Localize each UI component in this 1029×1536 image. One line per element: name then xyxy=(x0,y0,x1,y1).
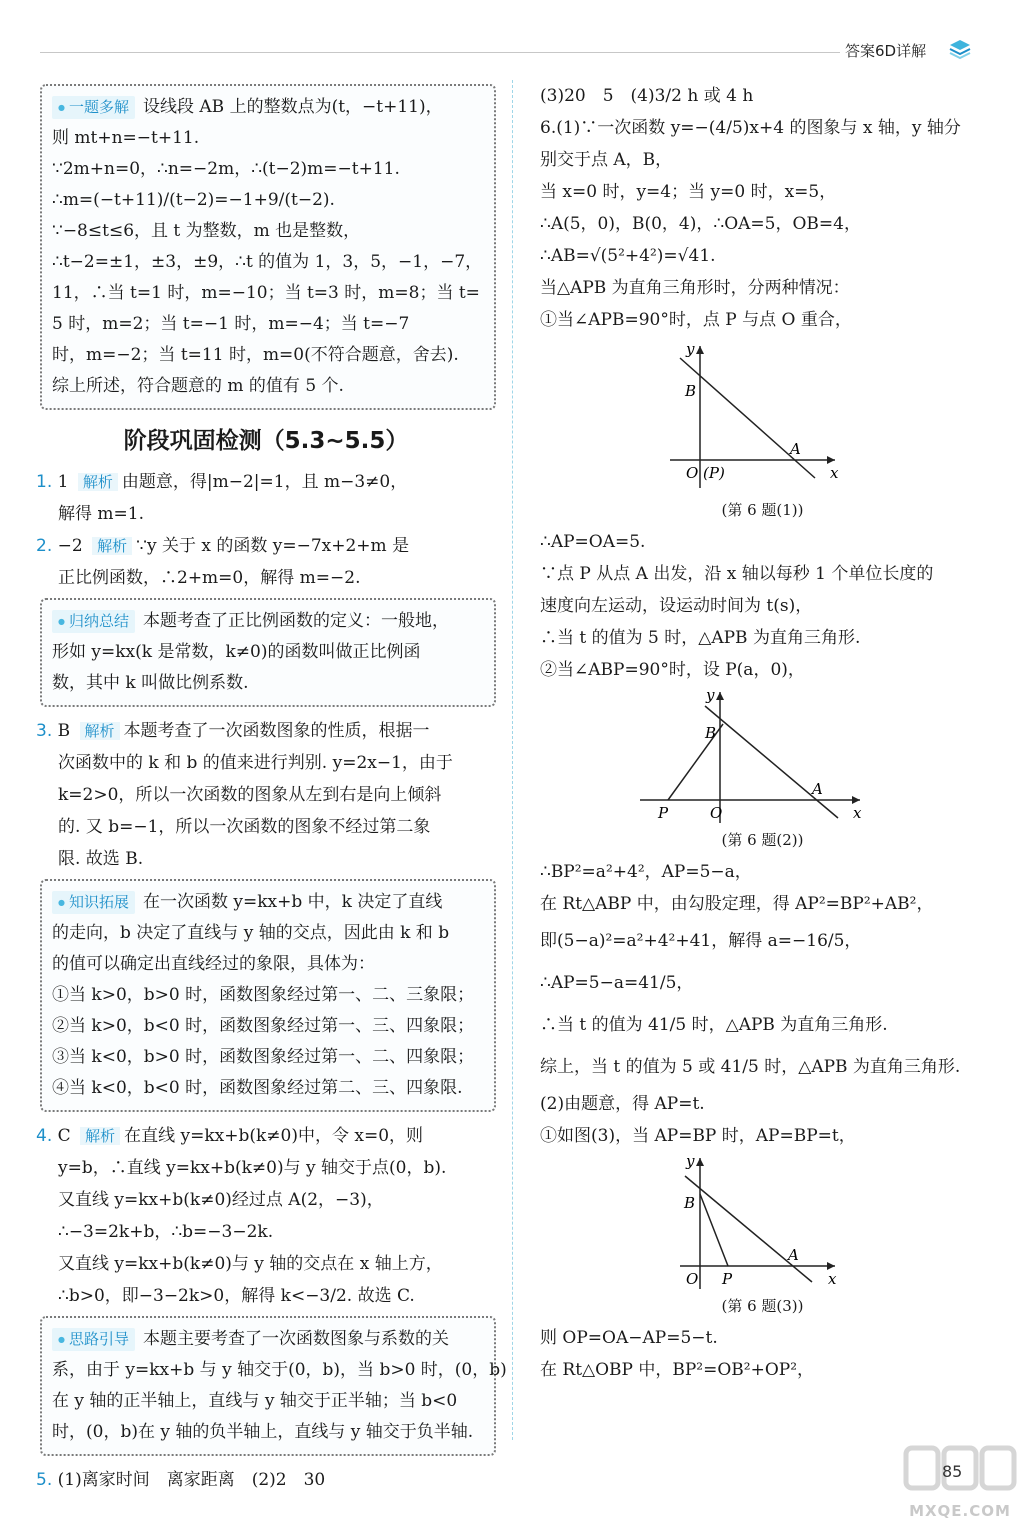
tip-box-summary xyxy=(40,598,496,707)
text-line: ∴AB=√(5²+4²)=√41. xyxy=(540,246,716,266)
label-o: O xyxy=(686,1270,699,1288)
answer: C xyxy=(57,1126,71,1146)
question-2 xyxy=(36,530,496,562)
label-p: P xyxy=(658,804,669,822)
label-y: y xyxy=(686,1154,695,1170)
text-line: ①当∠APB=90°时，点 P 与点 O 重合， xyxy=(540,310,852,330)
text-line: ∴当 t 的值为 41/5 时，△APB 为直角三角形. xyxy=(540,1015,888,1035)
text-line: 由题意，得|m−2|=1，且 m−3≠0， xyxy=(121,472,408,492)
text-line: 本题考查了一次函数图象的性质，根据一 xyxy=(123,721,430,741)
text-line: 时，(0，b)在 y 轴的负半轴上，直线与 y 轴交于负半轴. xyxy=(52,1422,474,1442)
text-line: ∴t−2=±1，±3，±9，∴t 的值为 1，3，5，−1，−7， xyxy=(52,252,483,272)
text-line: 综上，当 t 的值为 5 或 41/5 时，△APB 为直角三角形. xyxy=(540,1057,961,1077)
text-line: 正比例函数，∴2+m=0，解得 m=−2. xyxy=(58,568,361,588)
text-line: 数，其中 k 叫做比例系数. xyxy=(52,673,249,693)
text-line: 即(5−a)²=a²+4²+41，解得 a=−16/5， xyxy=(540,931,862,951)
analysis-tag: 解析 xyxy=(78,473,118,491)
text-line: 本题考查了正比例函数的定义：一般地， xyxy=(143,611,449,631)
text-line: ∵点 P 从点 A 出发，沿 x 轴以每秒 1 个单位长度的 xyxy=(540,564,934,584)
text-line: ②当∠ABP=90°时，设 P(a，0)， xyxy=(540,660,805,680)
text-line: 在 y 轴的正半轴上，直线与 y 轴交于正半轴；当 b<0 xyxy=(52,1391,458,1411)
text-line: 解得 m=1. xyxy=(58,504,144,524)
text-line: 5 时，m=2；当 t=−1 时，m=−4；当 t=−7 xyxy=(52,314,410,334)
text-line: 速度向左运动，设运动时间为 t(s)， xyxy=(540,596,813,616)
tip-tag: ● 知识拓展 xyxy=(52,891,135,914)
text-line: ∴A(5，0)，B(0，4)，∴OA=5，OB=4， xyxy=(540,214,861,234)
column-divider xyxy=(512,80,513,1440)
text-line: 的值可以确定出直线经过的象限，具体为： xyxy=(52,954,375,974)
text-line: ③当 k<0，b>0 时，函数图象经过第一、二、四象限； xyxy=(52,1047,475,1067)
text-line: ∴m=(−t+11)/(t−2)=−1+9/(t−2). xyxy=(52,190,335,210)
section-title: 阶段巩固检测（5.3~5.5） xyxy=(123,428,409,454)
label-p: (P) xyxy=(703,464,725,482)
tip-tag: ● 归纳总结 xyxy=(52,610,135,633)
question-4 xyxy=(36,1120,496,1152)
right-column xyxy=(540,80,985,1386)
text-line: 在一次函数 y=kx+b 中，k 决定了直线 xyxy=(143,892,443,912)
figure-caption: (第 6 题(2)) xyxy=(721,831,804,849)
text-line: 在 Rt△OBP 中，BP²=OB²+OP²， xyxy=(540,1360,815,1380)
coordinate-diagram xyxy=(540,338,985,498)
header-rule xyxy=(40,52,840,53)
label-b: B xyxy=(705,724,717,742)
text-line: 的走向，b 决定了直线与 y 轴的交点，因此由 k 和 b xyxy=(52,923,450,943)
label-x: x xyxy=(853,804,862,822)
question-number: 1. xyxy=(36,472,53,492)
answer: B xyxy=(57,721,71,741)
figure-caption: (第 6 题(3)) xyxy=(721,1297,804,1315)
text-line: ④当 k<0，b<0 时，函数图象经过第二、三、四象限. xyxy=(52,1078,463,1098)
label-a: A xyxy=(788,1246,799,1264)
text-line: k=2>0，所以一次函数的图象从左到右是向上倾斜 xyxy=(58,785,442,805)
text-line: 时，m=−2；当 t=11 时，m=0(不符合题意，舍去). xyxy=(52,345,459,365)
text-line: ①当 k>0，b>0 时，函数图象经过第一、二、三象限； xyxy=(52,985,475,1005)
label-a: A xyxy=(790,440,801,458)
question-number: 2. xyxy=(36,536,53,556)
text-line: 限. 故选 B. xyxy=(58,849,144,869)
analysis-tag: 解析 xyxy=(80,1127,120,1145)
answer: 1 xyxy=(57,472,69,492)
text-line: ∴−3=2k+b，∴b=−3−2k. xyxy=(58,1222,274,1242)
coordinate-diagram xyxy=(540,1154,985,1294)
text-line: 形如 y=kx(k 是常数，k≠0)的函数叫做正比例函 xyxy=(52,642,421,662)
question-5 xyxy=(36,1464,496,1496)
text-line: 又直线 y=kx+b(k≠0)与 y 轴的交点在 x 轴上方， xyxy=(58,1254,443,1274)
text-line: 当△APB 为直角三角形时，分两种情况： xyxy=(540,278,850,298)
header-brand: 答案6D详解 xyxy=(845,42,927,60)
text-line: ∴b>0，即−3−2k>0，解得 k<−3/2. 故选 C. xyxy=(58,1286,415,1306)
text-line: 在直线 y=kx+b(k≠0)中，令 x=0，则 xyxy=(124,1126,424,1146)
label-x: x xyxy=(828,1270,837,1288)
label-y: y xyxy=(706,688,715,704)
label-p: P xyxy=(722,1270,733,1288)
label-b: B xyxy=(685,382,697,400)
text-line: y=b，∴直线 y=kx+b(k≠0)与 y 轴交于点(0，b). xyxy=(58,1158,447,1178)
tip-box-knowledge xyxy=(40,879,496,1112)
watermark-text: MXQE.COM xyxy=(909,1502,1011,1520)
label-o: O xyxy=(686,464,699,482)
label-b: B xyxy=(684,1194,696,1212)
text-line: 在 Rt△ABP 中，由勾股定理，得 AP²=BP²+AB²， xyxy=(540,894,934,914)
tip-tag: ● 一题多解 xyxy=(52,96,135,119)
analysis-tag: 解析 xyxy=(92,537,132,555)
text-line: ∵y 关于 x 的函数 y=−7x+2+m 是 xyxy=(136,536,410,556)
label-y: y xyxy=(686,340,695,358)
text-line: 次函数中的 k 和 b 的值来进行判别. y=2x−1，由于 xyxy=(58,753,453,773)
watermark xyxy=(900,1440,1020,1530)
left-column xyxy=(36,80,507,1496)
text-line: 又直线 y=kx+b(k≠0)经过点 A(2，−3)， xyxy=(58,1190,384,1210)
answer: −2 xyxy=(57,536,83,556)
text-line: 的. 又 b=−1，所以一次函数的图象不经过第二象 xyxy=(58,817,431,837)
tip-tag: ● 思路引导 xyxy=(52,1328,135,1351)
analysis-tag: 解析 xyxy=(80,722,120,740)
text-line: ∴AP=OA=5. xyxy=(540,532,646,552)
question-1 xyxy=(36,466,496,498)
question-3 xyxy=(36,715,496,747)
text-line: 当 x=0 时，y=4；当 y=0 时，x=5， xyxy=(540,182,837,202)
text-line: 11，∴当 t=1 时，m=−10；当 t=3 时，m=8；当 t= xyxy=(52,283,480,303)
text-line: (2)由题意，得 AP=t. xyxy=(540,1094,705,1114)
text-line: ∵2m+n=0，∴n=−2m，∴(t−2)m=−t+11. xyxy=(52,159,400,179)
text-line: ∵−8≤t≤6，且 t 为整数，m 也是整数， xyxy=(52,221,361,241)
label-x: x xyxy=(830,464,839,482)
figure-caption: (第 6 题(1)) xyxy=(721,501,804,519)
page-number: 85 xyxy=(942,1462,963,1481)
text-line: ∴BP²=a²+4²，AP=5−a， xyxy=(540,862,752,882)
text-line: 综上所述，符合题意的 m 的值有 5 个. xyxy=(52,376,344,396)
label-a: A xyxy=(812,780,823,798)
book-stack-icon xyxy=(948,36,972,60)
text-line: 系，由于 y=kx+b 与 y 轴交于(0，b)，当 b>0 时，(0，b) xyxy=(52,1360,507,1380)
text-line: ②当 k>0，b<0 时，函数图象经过第一、三、四象限； xyxy=(52,1016,475,1036)
text-line: 则 OP=OA−AP=5−t. xyxy=(540,1328,718,1348)
figure-6-3 xyxy=(540,1154,985,1318)
text-line: 6.(1)∵一次函数 y=−(4/5)x+4 的图象与 x 轴，y 轴分 xyxy=(540,118,961,138)
figure-6-2 xyxy=(540,688,985,852)
text-line: 本题主要考查了一次函数图象与系数的关 xyxy=(143,1329,449,1349)
figure-6-1 xyxy=(540,338,985,522)
text-line: ①如图(3)，当 AP=BP 时，AP=BP=t， xyxy=(540,1126,856,1146)
question-number: 3. xyxy=(36,721,53,741)
text-line: (1)离家时间 离家距离 (2)2 30 xyxy=(57,1470,326,1490)
tip-box-multi-solution xyxy=(40,84,496,410)
text-line: 则 mt+n=−t+11. xyxy=(52,128,200,148)
text-line: 别交于点 A，B， xyxy=(540,150,673,170)
question-number: 5. xyxy=(36,1470,53,1490)
text-line: ∴当 t 的值为 5 时，△APB 为直角三角形. xyxy=(540,628,861,648)
tip-box-guide xyxy=(40,1316,507,1456)
text-line: (3)20 5 (4)3/2 h 或 4 h xyxy=(540,86,754,106)
text-line: 设线段 AB 上的整数点为(t，−t+11)， xyxy=(143,97,443,117)
question-number: 4. xyxy=(36,1126,53,1146)
label-o: O xyxy=(710,804,723,822)
coordinate-diagram xyxy=(540,688,985,828)
text-line: ∴AP=5−a=41/5， xyxy=(540,973,694,993)
